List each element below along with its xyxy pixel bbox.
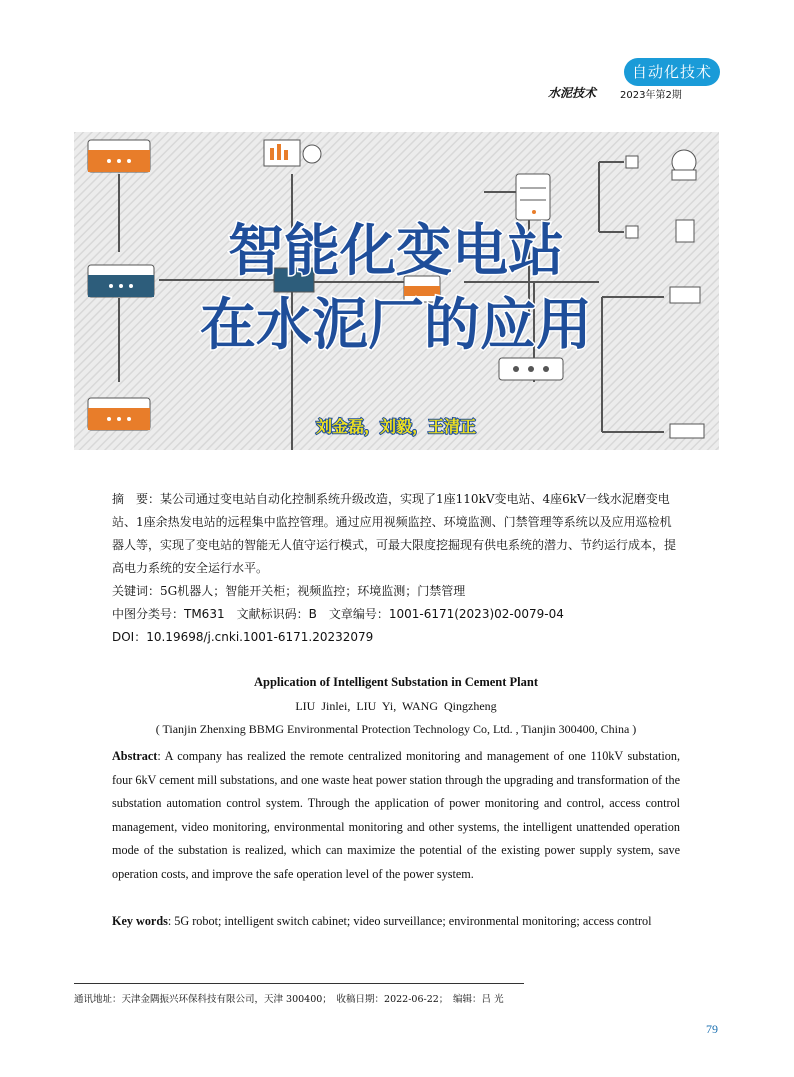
- chinese-abstract: [112, 488, 680, 580]
- journal-name: 水泥技术: [548, 86, 597, 100]
- doi-line: DOI：10.19698/j.cnki.1001-6171.20232079: [112, 630, 374, 644]
- keywords-text: 5G机器人；智能开关柜；视频监控；环境监测；门禁管理: [160, 584, 466, 598]
- english-abstract-label: Abstract: [112, 749, 158, 763]
- english-abstract: [112, 745, 680, 887]
- page-number: 79: [706, 1022, 718, 1036]
- abstract-text: 某公司通过变电站自动化控制系统升级改造，实现了1座110kV变电站、4座6kV一线水泥磨变电站、1座余热发电站的远程集中监控管理。通过应用视频监控、环境监测、门禁管理等系统以及应用巡检机器人等，实现了变电站的智能无人值守运行模式，可最大限度挖掘现有供电系统的潜力、节约运行成本，提高电力系统的安全运行水平。: [112, 492, 677, 575]
- keywords-line: [112, 580, 680, 603]
- footnote: 通讯地址：天津金隅振兴环保科技有限公司，天津 300400； 收稿日期：2022-06-22； 编辑：吕 光: [74, 994, 504, 1005]
- english-authors: LIU Jinlei, LIU Yi, WANG Qingzheng: [295, 699, 497, 713]
- switch-cabinet-icon: [88, 140, 150, 172]
- banner-authors: 刘金磊，刘毅，王清正: [315, 417, 477, 436]
- english-affiliation: ( Tianjin Zhenxing BBMG Environmental Protection Technology Co, Ltd. , Tianjin 300400, China ): [155, 722, 637, 736]
- title-banner: [74, 132, 719, 450]
- banner-title-line1: 智能化变电站: [228, 219, 564, 284]
- switch-cabinet-icon: [88, 265, 154, 297]
- substation-diagram-illustration: [74, 132, 719, 450]
- keywords-label: 关键词：: [112, 584, 161, 598]
- section-badge: 自动化技术: [624, 58, 720, 86]
- banner-title-line2: 在水泥厂的应用: [200, 293, 592, 358]
- switch-cabinet-icon: [88, 398, 150, 430]
- abstract-label: 摘 要：: [112, 492, 161, 506]
- issue-label: 2023年第2期: [620, 90, 682, 101]
- footnote-divider: [74, 983, 524, 984]
- chinese-abstract-block: [112, 488, 680, 649]
- classification-line: 中图分类号：TM631 文献标识码：B 文章编号：1001-6171(2023)02-0079-04: [112, 607, 564, 621]
- english-keywords-label: Key words: [112, 914, 168, 928]
- english-abstract-text: : A company has realized the remote centralized monitoring and management of one 110kV substation, four 6kV cement mill substations, and one waste heat power station through the upgrading and transformation of the substation automation control system. Through the application of power monitoring and control, access control management, video monitoring, environmental monitoring and other systems, the intelligent unattended operation mode of the substation is realized, which can maximize the potential of the existing power supply system, save operation costs, and improve the safe operation level of the power system.: [112, 749, 680, 881]
- english-title: Application of Intelligent Substation in Cement Plant: [253, 675, 539, 689]
- english-keywords: [112, 910, 680, 934]
- english-keywords-text: : 5G robot; intelligent switch cabinet; video surveillance; environmental monitoring; access control: [167, 914, 652, 928]
